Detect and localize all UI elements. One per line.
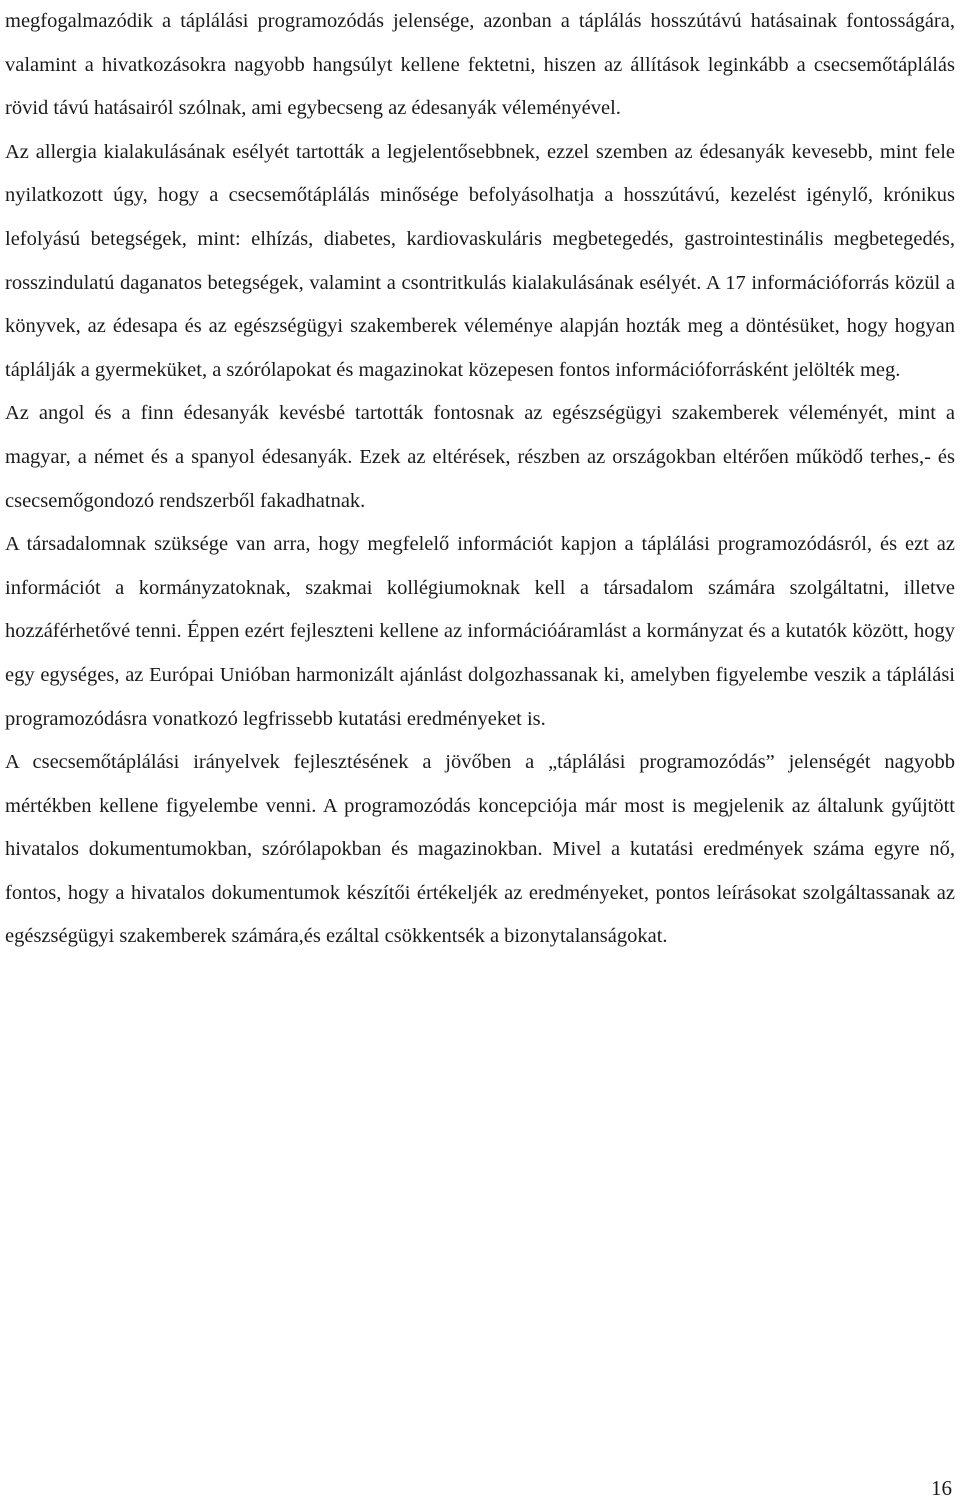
paragraph: Az angol és a finn édesanyák kevésbé tartották fontosnak az egészségügyi szakemberek véleményét, mint a magyar, a német és a spanyol édesanyák. Ezek az eltérések, részben az országokban eltérően működő terhes,- és csecsemőgondozó rendszerből fakadhatnak.	[5, 402, 955, 512]
paragraph: Az allergia kialakulásának esélyét tartották a legjelentősebbnek, ezzel szemben az édesanyák kevesebb, mint fele nyilatkozott úgy, hogy a csecsemőtáplálás minősége befolyásolhatja a hosszútávú, kezelést igénylő, krónikus lefolyású betegségek, mint: elhízás, diabetes, kardiovaskuláris megbetegedés, gastrointestinális megbetegedés, rosszindulatú daganatos betegségek, valamint a csontritkulás kialakulásának esélyét. A 17 információforrás közül a könyvek, az édesapa és az egészségügyi szakemberek véleménye alapján hozták meg a döntésüket, hogy hogyan táplálják a gyermeküket, a szórólapokat és magazinokat közepesen fontos információforrásként jelölték meg.	[5, 140, 955, 381]
document-body	[5, 0, 955, 959]
paragraph: A társadalomnak szüksége van arra, hogy megfelelő információt kapjon a táplálási programozódásról, és ezt az információt a kormányzatoknak, szakmai kollégiumoknak kell a társadalom számára szolgáltatni, illetve hozzáférhetővé tenni. Éppen ezért fejleszteni kellene az információáramlást a kormányzat és a kutatók között, hogy egy egységes, az Európai Unióban harmonizált ajánlást dolgozhassanak ki, amelyben figyelembe veszik a táplálási programozódásra vonatkozó legfrissebb kutatási eredményeket is.	[5, 533, 955, 730]
page-number: 16	[931, 1476, 952, 1500]
paragraph: A csecsemőtáplálási irányelvek fejlesztésének a jövőben a „táplálási programozódás” jelenségét nagyobb mértékben kellene figyelembe venni. A programozódás koncepciója már most is megjelenik az általunk gyűjtött hivatalos dokumentumokban, szórólapokban és magazinokban. Mivel a kutatási eredmények száma egyre nő, fontos, hogy a hivatalos dokumentumok készítői értékeljék az eredményeket, pontos leírásokat szolgáltassanak az egészségügyi szakemberek számára,és ezáltal csökkentsék a bizonytalanságokat.	[5, 751, 955, 948]
paragraph: megfogalmazódik a táplálási programozódás jelensége, azonban a táplálás hosszútávú hatásainak fontosságára, valamint a hivatkozásokra nagyobb hangsúlyt kellene fektetni, hiszen az állítások leginkább a csecsemőtáplálás rövid távú hatásairól szólnak, ami egybecseng az édesanyák véleményével.	[5, 10, 955, 120]
